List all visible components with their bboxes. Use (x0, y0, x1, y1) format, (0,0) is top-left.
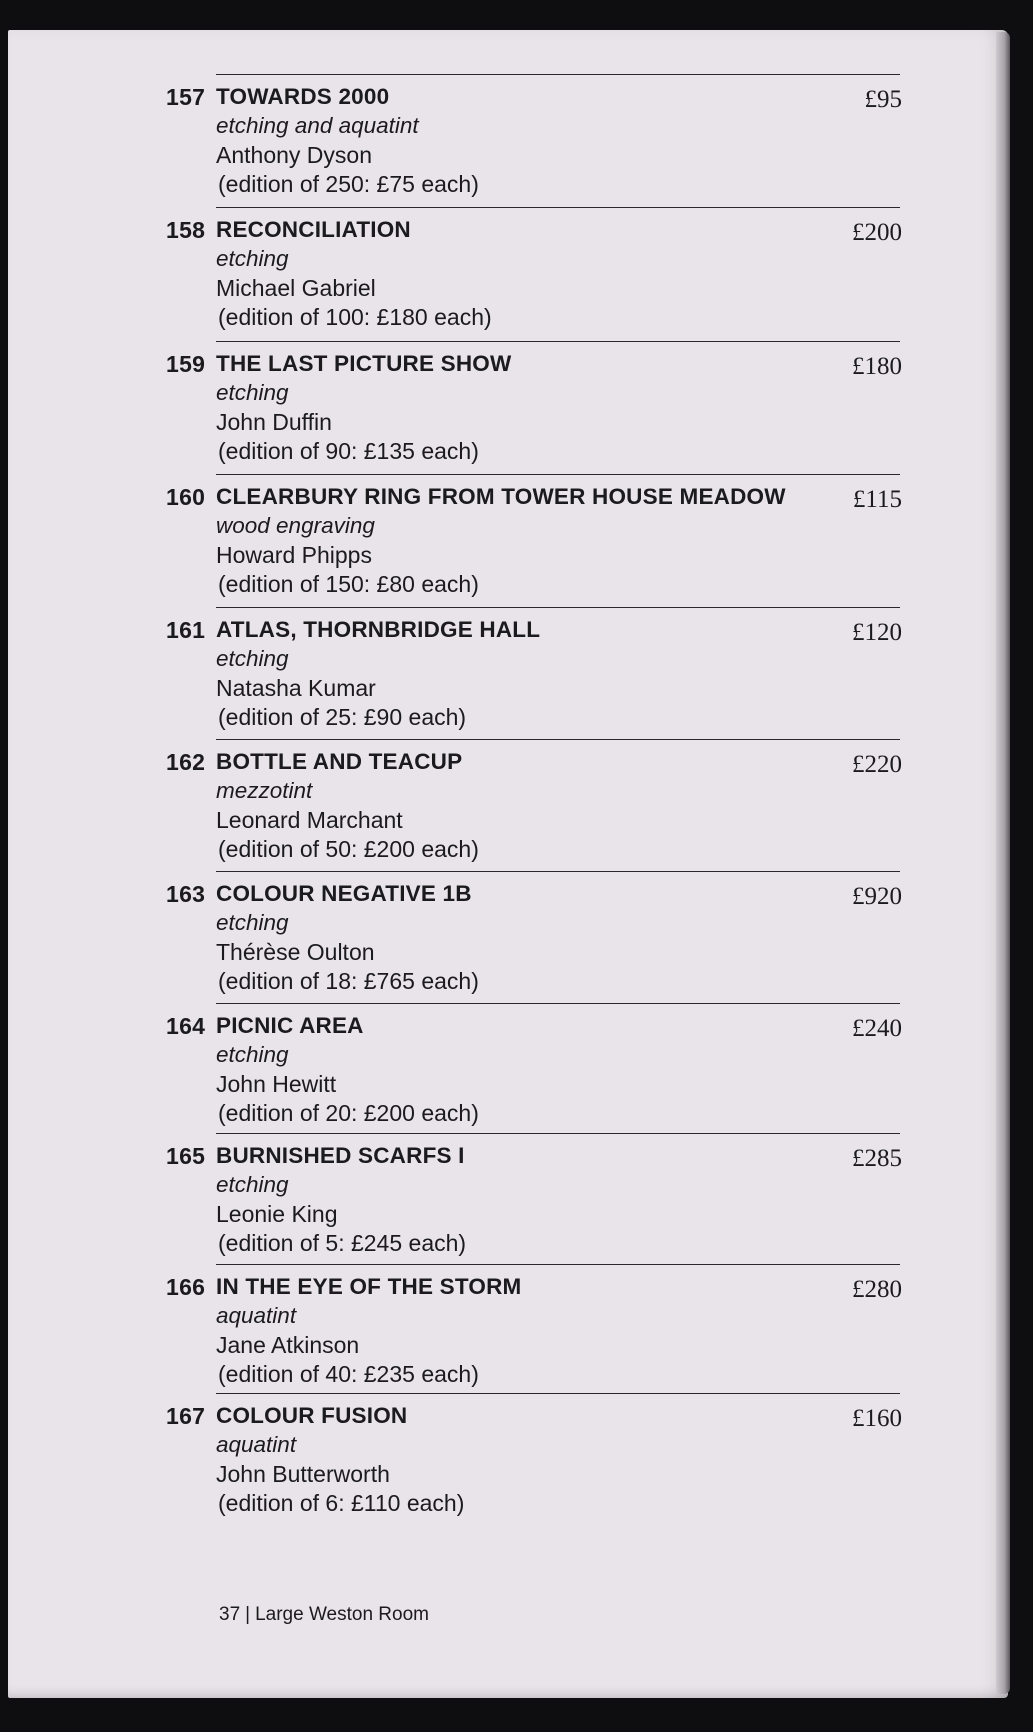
entry-artist: Natasha Kumar (216, 675, 376, 701)
entry-price: £920 (852, 883, 902, 910)
entry-price: £280 (852, 1276, 902, 1303)
entry-divider (216, 871, 900, 872)
entry-artist: Leonard Marchant (216, 807, 403, 833)
entry-divider (216, 1264, 900, 1265)
entry-edition: (edition of 25: £90 each) (218, 704, 467, 730)
entry-price: £200 (852, 219, 902, 246)
entry-artist: John Hewitt (216, 1071, 337, 1097)
catalogue-entry-167 (158, 1393, 908, 1519)
entry-medium: aquatint (216, 1432, 297, 1457)
entry-artist: John Butterworth (216, 1461, 390, 1487)
catalogue-entry-163 (158, 871, 908, 997)
catalogue-entry-165 (158, 1133, 908, 1259)
entry-number: 157 (166, 84, 206, 110)
entry-number: 166 (166, 1274, 206, 1300)
entry-medium: aquatint (216, 1303, 297, 1328)
catalogue-entry-159 (158, 341, 908, 467)
entry-medium: etching (216, 1042, 289, 1067)
entry-number: 161 (166, 617, 206, 643)
entry-divider (216, 739, 900, 740)
entry-divider (216, 207, 900, 208)
entry-divider (216, 607, 900, 608)
catalogue-entry-164 (158, 1003, 908, 1129)
catalogue-entry-161 (158, 607, 908, 733)
entry-title: PICNIC AREA (216, 1013, 364, 1038)
entry-title: CLEARBURY RING FROM TOWER HOUSE MEADOW (216, 484, 786, 509)
entry-number: 163 (166, 881, 206, 907)
entry-medium: etching (216, 246, 289, 271)
catalogue-entry-160 (158, 474, 908, 600)
entry-title: BOTTLE AND TEACUP (216, 749, 463, 774)
entry-price: £120 (852, 619, 902, 646)
entry-artist: Thérèse Oulton (216, 939, 375, 965)
entry-divider (216, 1393, 900, 1394)
catalogue-entry-158 (158, 207, 908, 333)
entry-price: £240 (852, 1015, 902, 1042)
entry-edition: (edition of 90: £135 each) (218, 438, 479, 464)
entry-edition: (edition of 40: £235 each) (218, 1361, 479, 1387)
page-number: 37 (219, 1604, 241, 1625)
entry-edition: (edition of 250: £75 each) (218, 171, 479, 197)
entry-artist: Leonie King (216, 1201, 338, 1227)
page-edge (996, 32, 1010, 1694)
entry-medium: wood engraving (216, 513, 375, 538)
entry-divider (216, 1003, 900, 1004)
entry-title: THE LAST PICTURE SHOW (216, 351, 512, 376)
entry-price: £115 (852, 486, 902, 513)
entry-divider (216, 1133, 900, 1134)
entry-divider (216, 474, 900, 475)
entry-medium: etching and aquatint (216, 113, 419, 138)
entry-medium: etching (216, 646, 289, 671)
entry-artist: Michael Gabriel (216, 275, 376, 301)
entry-price: £95 (864, 86, 902, 113)
catalogue-entry-162 (158, 739, 908, 865)
entry-number: 167 (166, 1403, 206, 1429)
entry-edition: (edition of 50: £200 each) (218, 836, 479, 862)
entry-edition: (edition of 6: £110 each) (218, 1490, 465, 1516)
entry-edition: (edition of 150: £80 each) (218, 571, 479, 597)
entry-number: 165 (166, 1143, 206, 1169)
entry-artist: John Duffin (216, 409, 332, 435)
entry-artist: Howard Phipps (216, 542, 372, 568)
entry-edition: (edition of 100: £180 each) (218, 304, 492, 330)
entry-number: 162 (166, 749, 206, 775)
entry-artist: Jane Atkinson (216, 1332, 360, 1358)
entry-title: TOWARDS 2000 (216, 84, 390, 109)
entry-price: £180 (852, 353, 902, 380)
entry-medium: etching (216, 910, 289, 935)
entry-title: RECONCILIATION (216, 217, 411, 242)
entry-title: BURNISHED SCARFS I (216, 1143, 465, 1168)
entry-divider (216, 341, 900, 342)
entry-edition: (edition of 18: £765 each) (218, 968, 479, 994)
entry-divider (216, 74, 900, 75)
entry-price: £285 (852, 1145, 902, 1172)
entry-title: ATLAS, THORNBRIDGE HALL (216, 617, 541, 642)
entry-number: 159 (166, 351, 206, 377)
entry-edition: (edition of 5: £245 each) (218, 1230, 467, 1256)
entry-title: COLOUR NEGATIVE 1B (216, 881, 472, 906)
entry-medium: etching (216, 380, 289, 405)
entry-number: 158 (166, 217, 206, 243)
entry-title: COLOUR FUSION (216, 1403, 408, 1428)
entry-artist: Anthony Dyson (216, 142, 372, 168)
entry-number: 164 (166, 1013, 206, 1039)
entry-price: £160 (852, 1405, 902, 1432)
entry-medium: mezzotint (216, 778, 313, 803)
entry-edition: (edition of 20: £200 each) (218, 1100, 479, 1126)
footer-separator: | (245, 1604, 251, 1625)
entry-number: 160 (166, 484, 206, 510)
entry-price: £220 (852, 751, 902, 778)
catalogue-entry-157 (158, 74, 908, 200)
catalogue-entry-166 (158, 1264, 908, 1390)
entry-title: IN THE EYE OF THE STORM (216, 1274, 522, 1299)
room-name: Large Weston Room (255, 1604, 429, 1625)
page-footer (219, 1604, 429, 1626)
entry-medium: etching (216, 1172, 289, 1197)
